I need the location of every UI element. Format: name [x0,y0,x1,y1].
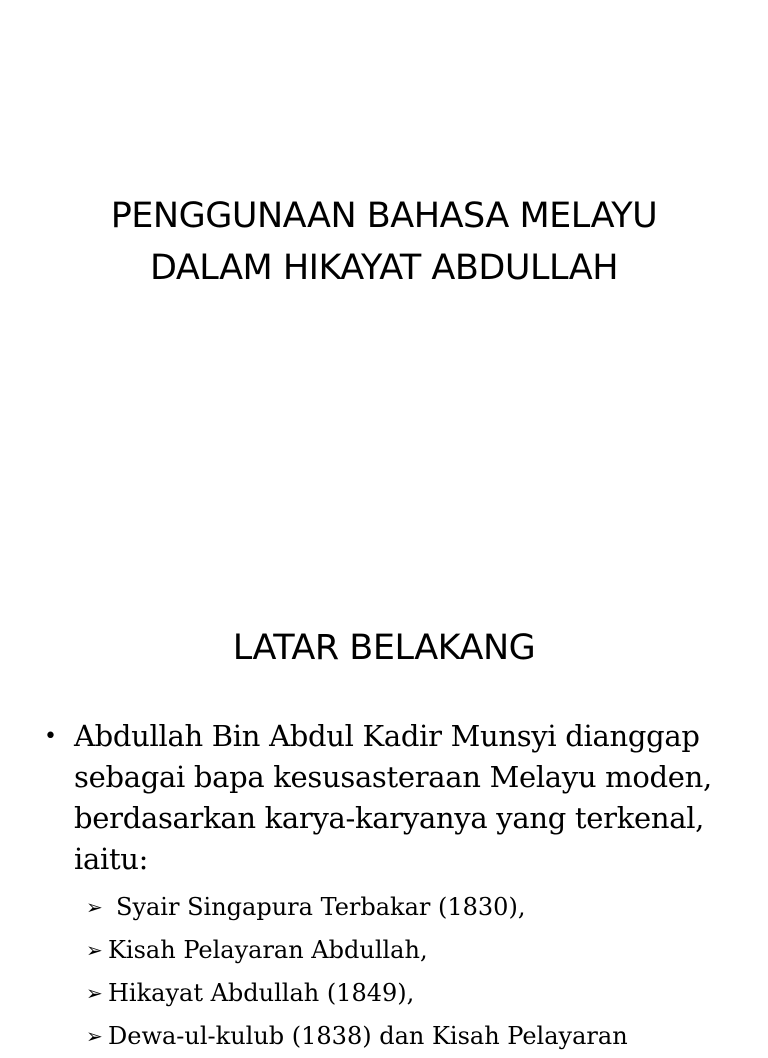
sub-bullet-item [86,972,744,1015]
bullet-item [44,716,744,880]
slide-title [0,190,768,294]
arrow-bullet-icon: ➢ [86,895,103,919]
sub-bullet-list [44,886,744,1058]
slide-title-line-2: DALAM HIKAYAT ABDULLAH [149,248,619,288]
arrow-bullet-icon: ➢ [86,1024,103,1048]
sub-bullet-text: Hikayat Abdullah (1849), [108,979,415,1007]
arrow-bullet-icon: ➢ [86,938,103,962]
bullet-list [44,716,744,1058]
section-heading: LATAR BELAKANG [232,628,536,668]
sub-bullet-item [86,886,744,929]
content-slide [0,560,768,1050]
sub-bullet-item [86,1015,744,1058]
sub-bullet-item [86,929,744,972]
arrow-bullet-icon: ➢ [86,981,103,1005]
sub-bullet-text: Syair Singapura Terbakar (1830), [116,893,526,921]
sub-bullet-text: Kisah Pelayaran Abdullah, [108,936,428,964]
slide-title-line-1: PENGGUNAAN BAHASA MELAYU [110,196,658,236]
bullet-dot-icon: • [44,724,57,749]
bullet-text: Abdullah Bin Abdul Kadir Munsyi dianggap sebagai bapa kesusasteraan Melayu moden, berdasarkan karya-karyanya yang terkenal, iaitu: [74,719,712,876]
sub-bullet-text: Dewa-ul-kulub (1838) dan Kisah Pelayaran [108,1022,628,1050]
